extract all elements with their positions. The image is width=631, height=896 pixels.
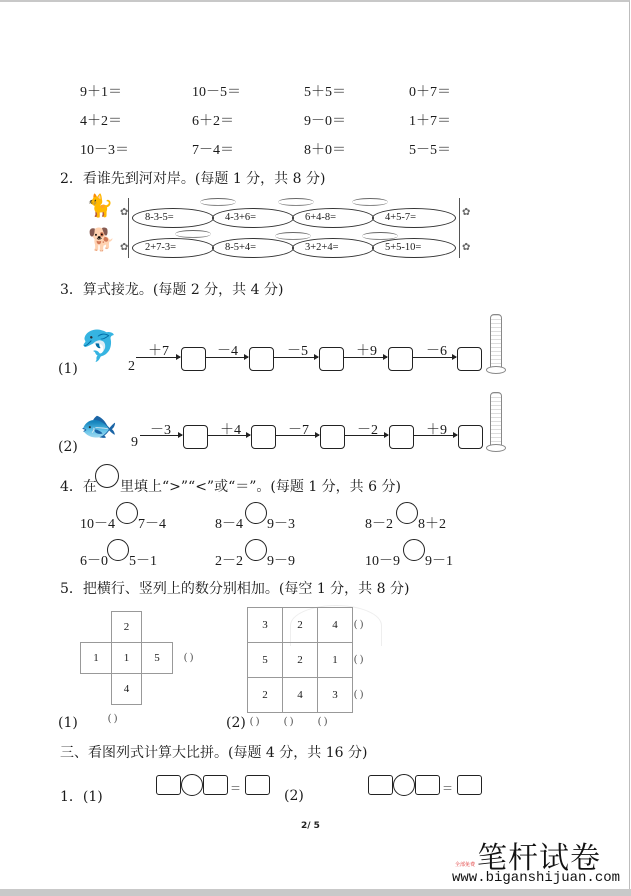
operation: －2 [357, 423, 378, 438]
stepping-stone: 5+5-10= [372, 238, 456, 258]
answer-box[interactable] [251, 425, 276, 449]
answer-paren[interactable]: ( ) [354, 654, 364, 665]
answer-paren[interactable]: ( ) [250, 716, 260, 727]
brand-tagline: 全部免费 [455, 862, 476, 868]
worksheet-page: 9＋1＝ 10－5＝ 5＋5＝ 0＋7＝ 4＋2＝ 6＋2＝ 9－0＝ 1＋7＝ 10－3＝ 7－4＝ 8＋0＝ 5－5＝ 2．看谁先到河对岸。(每题 1 分，共 8 分) 🐈 🐕 ✿ ✿ ✿ ✿ 8-3-5= 4-3+6= 6+4-8= 4+5-7= 2+7-3= 8-5+4= 3+2+4= 5+5-10= 3．算式接龙。(每题 2 分，共 4 分) (1) 🐬 2 ＋7 －4 －5 ＋9 －6 (2) 🐟 9 －3 ＋4 －7 －2 ＋9 4．在 里填上“>”“<”或“＝”。(每题 1 分，共 6 分) 10－4 7－4 8－4 9－3 8－2 8＋2 6－0 5－1 2－2 9－9 10－9 9－1 5．把横行、竖列上的数分别相加。(每空 1 分，共 8 分) 2 1 1 5 4 ( ) ( ) (1) 3 2 4 5 2 1 2 4 3 ( ) ( ) ( ) ( ) ( ) ( ) (2) 三、看图列式计算大比拼。(每题 4 分，共 16 分) 1．(1) ＝ (2) ＝ 2/ 5 全部免费 笔杆试卷 www.biganshijuan.com [0, 0, 630, 889]
operation: ＋9 [356, 344, 377, 359]
operation: －5 [287, 344, 308, 359]
item-number: 1．(1) [60, 789, 103, 805]
compare-circle[interactable] [116, 502, 138, 524]
fish-icon: 🐟 [80, 409, 118, 444]
compare-circle[interactable] [403, 539, 425, 561]
operation: －3 [150, 423, 171, 438]
equation: 10－3＝ [80, 143, 129, 158]
ripple [175, 230, 211, 238]
grid-label: (2) [226, 715, 246, 731]
stepping-stone: 6+4-8= [292, 208, 374, 228]
dog-icon: 🐕 [88, 228, 116, 253]
number-box[interactable] [156, 775, 181, 795]
answer-paren[interactable]: ( ) [354, 689, 364, 700]
grid-cell: 2 [247, 677, 283, 713]
grid-cell: 1 [111, 642, 142, 674]
q3-heading: 3．算式接龙。(每题 2 分，共 4 分) [60, 282, 284, 298]
compare-circle[interactable] [396, 502, 418, 524]
compare-circle[interactable] [245, 502, 267, 524]
flower-icon: ✿ [120, 207, 129, 218]
grid-cell: 5 [141, 642, 173, 674]
answer-paren[interactable]: ( ) [354, 619, 364, 630]
brand-url[interactable]: www.biganshijuan.com [452, 870, 621, 886]
equation: 10－5＝ [192, 85, 241, 100]
stepping-stone: 4-3+6= [212, 208, 294, 228]
grid-cell: 3 [317, 677, 353, 713]
ripple [352, 198, 388, 206]
ripple [278, 198, 314, 206]
grid-cell: 1 [80, 642, 112, 674]
grid-cell: 4 [111, 673, 142, 705]
equation: 7－4＝ [192, 143, 234, 158]
seaweed-icon [490, 392, 502, 450]
grid-cell: 4 [282, 677, 318, 713]
grid-cell: 3 [247, 607, 283, 643]
answer-box[interactable] [320, 425, 345, 449]
chain-label: (2) [58, 439, 78, 455]
operation: ＋9 [426, 423, 447, 438]
grid-cell: 4 [317, 607, 353, 643]
operation: －7 [288, 423, 309, 438]
equation: 8＋0＝ [304, 143, 346, 158]
equals-sign: ＝ [230, 782, 241, 795]
cat-icon: 🐈 [86, 194, 114, 219]
number-box[interactable] [203, 775, 228, 795]
stepping-stone: 3+2+4= [292, 238, 374, 258]
operation: ＋7 [148, 344, 169, 359]
answer-box[interactable] [249, 347, 274, 371]
operator-circle[interactable] [393, 774, 415, 796]
seaweed-base [486, 444, 506, 452]
dolphin-icon: 🐬 [80, 329, 118, 364]
grid-label: (1) [58, 715, 78, 731]
number-box[interactable] [368, 775, 393, 795]
answer-box[interactable] [319, 347, 344, 371]
equation: 5－5＝ [409, 143, 451, 158]
q5-heading: 5．把横行、竖列上的数分别相加。(每空 1 分，共 8 分) [60, 581, 410, 597]
equation: 4＋2＝ [80, 114, 122, 129]
item-number: (2) [284, 788, 304, 804]
q2-heading: 2．看谁先到河对岸。(每题 1 分，共 8 分) [60, 171, 326, 187]
chain-start: 2 [128, 359, 135, 374]
stepping-stone: 4+5-7= [372, 208, 456, 228]
viewer-bottom-bar [0, 889, 631, 896]
flower-icon: ✿ [462, 242, 471, 253]
grid-cell: 2 [282, 642, 318, 678]
ripple [200, 198, 236, 206]
answer-paren[interactable]: ( ) [284, 716, 294, 727]
river-bank-right [459, 198, 460, 258]
answer-box[interactable] [457, 775, 482, 795]
chain-label: (1) [58, 361, 78, 377]
answer-paren[interactable]: ( ) [184, 652, 194, 663]
operation: －4 [217, 344, 238, 359]
grid-cell: 2 [111, 611, 142, 643]
answer-box[interactable] [181, 347, 206, 371]
flower-icon: ✿ [462, 207, 471, 218]
grid-cell: 2 [282, 607, 318, 643]
brand-logo: 笔杆试卷 [477, 841, 601, 876]
answer-box[interactable] [389, 425, 414, 449]
answer-box[interactable] [388, 347, 413, 371]
operation: ＋4 [220, 423, 241, 438]
equation: 6＋2＝ [192, 114, 234, 129]
operation: －6 [426, 344, 447, 359]
part3-heading: 三、看图列式计算大比拼。(每题 4 分，共 16 分) [60, 745, 368, 761]
answer-paren[interactable]: ( ) [318, 716, 328, 727]
stepping-stone: 8-3-5= [132, 208, 214, 228]
circle-icon [95, 464, 119, 488]
page-number: 2/ 5 [301, 821, 320, 831]
compare-circle[interactable] [245, 539, 267, 561]
operator-circle[interactable] [181, 774, 203, 796]
chain-start: 9 [131, 435, 138, 450]
seaweed-icon [490, 314, 502, 372]
grid-cell: 5 [247, 642, 283, 678]
answer-paren[interactable]: ( ) [108, 713, 118, 724]
answer-box[interactable] [183, 425, 208, 449]
answer-box[interactable] [458, 425, 483, 449]
ripple [275, 232, 311, 240]
grid-cell: 1 [317, 642, 353, 678]
equation: 1＋7＝ [409, 114, 451, 129]
number-box[interactable] [415, 775, 440, 795]
equation: 0＋7＝ [409, 85, 451, 100]
stepping-stone: 8-5+4= [212, 238, 294, 258]
flower-icon: ✿ [120, 242, 129, 253]
seaweed-base [486, 366, 506, 374]
equation: 9－0＝ [304, 114, 346, 129]
answer-box[interactable] [457, 347, 482, 371]
stepping-stone: 2+7-3= [132, 238, 214, 258]
equation: 5＋5＝ [304, 85, 346, 100]
equals-sign: ＝ [442, 782, 453, 795]
compare-circle[interactable] [107, 539, 129, 561]
answer-box[interactable] [245, 775, 270, 795]
equation: 9＋1＝ [80, 85, 122, 100]
